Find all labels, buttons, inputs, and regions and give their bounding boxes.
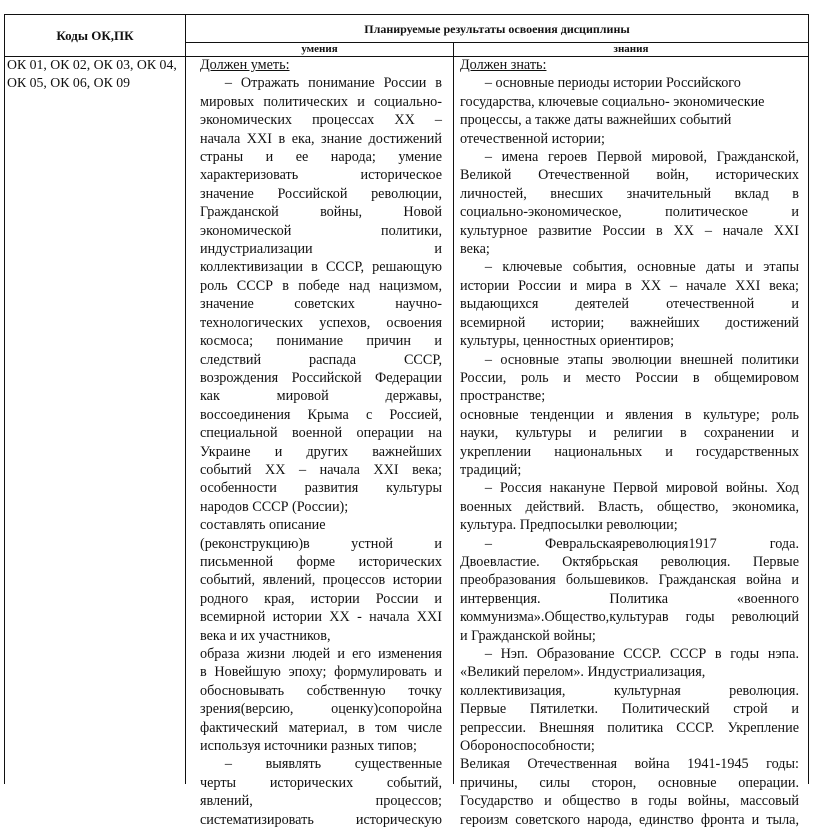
skills-cell xyxy=(200,56,442,829)
skills-text-line: в Новейшую эпоху; формулировать и xyxy=(200,664,442,681)
knowledge-text-line: личностей, внесших значительный вклад в xyxy=(460,185,799,202)
column-divider-skills xyxy=(453,42,454,784)
knowledge-text-line: коммунизма».Общество,культурав годы революций xyxy=(460,609,799,626)
knowledge-text-line: причины, силы сторон, основные операции. xyxy=(460,774,799,791)
skills-text-line: всемирной истории XX - начала XXI xyxy=(200,609,442,626)
knowledge-text-line: процессы, а также даты важнейших событий xyxy=(460,112,732,129)
skills-text-line: составлять описание xyxy=(200,517,326,534)
skills-text-line: используя источники разных типов; xyxy=(200,738,417,755)
knowledge-text-line: – Нэп. Образование СССР. СССР в годы нэпа. xyxy=(484,646,799,662)
skills-text-line: зрения(версию, оценку)сопоройна xyxy=(200,701,442,718)
header-skills: умения xyxy=(301,43,338,55)
knowledge-text-line: традиций; xyxy=(460,461,522,478)
skills-text-line: (реконструкцию)в устной и xyxy=(200,535,442,552)
skills-text-line: технологических успехов, освоения xyxy=(200,314,442,331)
table-border-left xyxy=(4,14,5,784)
competency-table xyxy=(4,14,810,828)
skills-text-line: фактический материал, в том числе xyxy=(200,719,442,736)
knowledge-text-line: – ключевые события, основные даты и этапы xyxy=(484,259,799,276)
knowledge-text-line: Первые Пятилетки. Политический строй и xyxy=(460,701,799,718)
knowledge-text-line: коллективизация, культурная революция. xyxy=(460,682,799,699)
knowledge-text-line: социально-экономическое, политическое и xyxy=(460,204,799,221)
knowledge-text-line: Двоевластие. Октябрьская революция. Первые xyxy=(460,553,799,570)
skills-text-line: воссоединения Крыма с Россией, xyxy=(200,406,442,423)
skills-text-line: экономических процессах XX – xyxy=(200,112,442,129)
skills-text-line: индустриализации и xyxy=(200,241,442,258)
knowledge-text-line: репрессии. Внешняя политика СССР. Укрепление xyxy=(460,719,799,736)
skills-text-line: значение советских научно- xyxy=(200,296,442,313)
knowledge-text-line: истории России и мира в XX – начале XXI века; xyxy=(460,277,799,294)
skills-text-line: следствий распада СССР, xyxy=(200,351,442,368)
knowledge-text-line: – Россия накануне Первой мировой войны. Ход xyxy=(484,480,799,497)
skills-text-line: начала XXI в ека, знание достижений xyxy=(200,130,442,147)
knowledge-text-line: – имена героев Первой мировой, Гражданской, xyxy=(484,149,799,166)
skills-text-line: космоса; понимание причин и xyxy=(200,333,442,350)
skills-text-line: значение Российской революции, xyxy=(200,185,442,202)
knowledge-text-line: выдающихся деятелей отечественной и xyxy=(460,296,799,313)
knowledge-text-line: героизм советского народа, единство фронта и тыла, xyxy=(460,811,799,828)
knowledge-text-line: государства, ключевые социально- экономические xyxy=(460,93,765,110)
knowledge-text-line: культурное развитие России в XX – начале XXI xyxy=(460,222,799,239)
table-border-right xyxy=(808,14,809,784)
skills-text-line: роль СССР в победе над нацизмом, xyxy=(200,277,442,294)
skills-text-line: – выявлять существенные xyxy=(224,756,442,773)
knowledge-text-line: культура. Предпосылки революции; xyxy=(460,517,678,534)
skills-text-line: особенности развития культуры xyxy=(200,480,442,497)
knowledge-text-line: науки, культуры и религии в сохранении и xyxy=(460,425,799,442)
codes-cell xyxy=(7,56,183,91)
knowledge-text-line: Государство и общество в годы войны, массовый xyxy=(460,793,799,810)
skills-text-line: коллективизации в СССР, решающую xyxy=(200,259,442,276)
knowledge-text-line: интервенция. Политика «военного xyxy=(460,590,799,607)
skills-text-line: черты исторических событий, xyxy=(200,774,442,791)
knowledge-text-line: культуры, ценностных ориентиров; xyxy=(460,333,675,350)
knowledge-text-line: «Великий перелом». Индустриализация, xyxy=(460,664,706,681)
knowledge-text-line: преобразования большевиков. Гражданская война и xyxy=(460,572,799,589)
knowledge-text-line: века; xyxy=(460,241,490,258)
skills-text-line: возрождения Российской Федерации xyxy=(200,369,442,386)
knowledge-text-line: России, роль и место России в общемировом xyxy=(460,369,799,386)
skills-text-line: страны и ее народа; умение xyxy=(200,149,442,166)
skills-text-line: обосновывать собственную точку xyxy=(200,682,442,699)
knowledge-text-line: – Февральскаяреволюция1917 года. xyxy=(484,535,799,552)
skills-text-line: века и их участников, xyxy=(200,627,331,644)
knowledge-text-line: отечественной истории; xyxy=(460,130,605,147)
knowledge-heading: Должен знать: xyxy=(460,57,547,73)
knowledge-text-line: Великой Отечественной войн, исторических xyxy=(460,167,799,184)
knowledge-cell xyxy=(460,56,799,829)
knowledge-text-line: основные тенденции и явления в культуре; роль xyxy=(460,406,799,423)
table-border-top xyxy=(4,14,809,15)
skills-text-line: – Отражать понимание России в xyxy=(224,75,442,92)
skills-text-line: Гражданской войны, Новой xyxy=(200,204,442,221)
skills-text-line: экономической политики, xyxy=(200,222,442,239)
knowledge-text-line: Великая Отечественная война 1941-1945 годы: xyxy=(460,756,799,773)
skills-text-line: событий, явлений, процессов истории xyxy=(200,572,442,589)
skills-heading: Должен уметь: xyxy=(200,57,290,73)
header-knowledge: знания xyxy=(613,43,649,55)
knowledge-text-line: Обороноспособности; xyxy=(460,738,595,755)
knowledge-text-line: – основные периоды истории Российского xyxy=(484,75,741,92)
competency-codes: ОК 01, ОК 02, ОК 03, ОК 04, ОК 05, ОК 06, ОК 09 xyxy=(7,57,177,90)
skills-text-line: образа жизни людей и его изменения xyxy=(200,646,442,662)
skills-text-line: родного края, истории России и xyxy=(200,590,442,607)
knowledge-text-line: всемирной истории; важнейших достижений xyxy=(460,314,799,331)
skills-text-line: Украине и других важнейших xyxy=(200,443,442,460)
skills-text-line: систематизировать историческую xyxy=(200,811,442,828)
skills-text-line: характеризовать историческое xyxy=(200,167,442,184)
knowledge-text-line: военных действий. Власть, общество, экономика, xyxy=(460,498,799,515)
header-planned-results: Планируемые результаты освоения дисциплины xyxy=(364,22,630,36)
header-codes: Коды ОК,ПК xyxy=(56,28,134,43)
knowledge-text-line: пространстве; xyxy=(460,388,546,405)
skills-text-line: письменной форме исторических xyxy=(200,553,442,570)
knowledge-text-line: и Гражданской войны; xyxy=(460,627,596,644)
skills-text-line: событий XX – начала XXI века; xyxy=(200,461,442,478)
knowledge-text-line: – основные этапы эволюции внешней политики xyxy=(484,351,799,368)
knowledge-text-line: укреплении национальных и государственных xyxy=(460,443,799,460)
skills-text-line: народов СССР (России); xyxy=(200,498,349,515)
column-divider-codes xyxy=(185,14,186,784)
skills-text-line: явлений, процессов; xyxy=(200,793,442,810)
skills-text-line: мировых политических и социально- xyxy=(200,93,442,110)
skills-text-line: специальной военной операции на xyxy=(200,425,442,442)
skills-text-line: как мировой державы, xyxy=(200,388,442,405)
